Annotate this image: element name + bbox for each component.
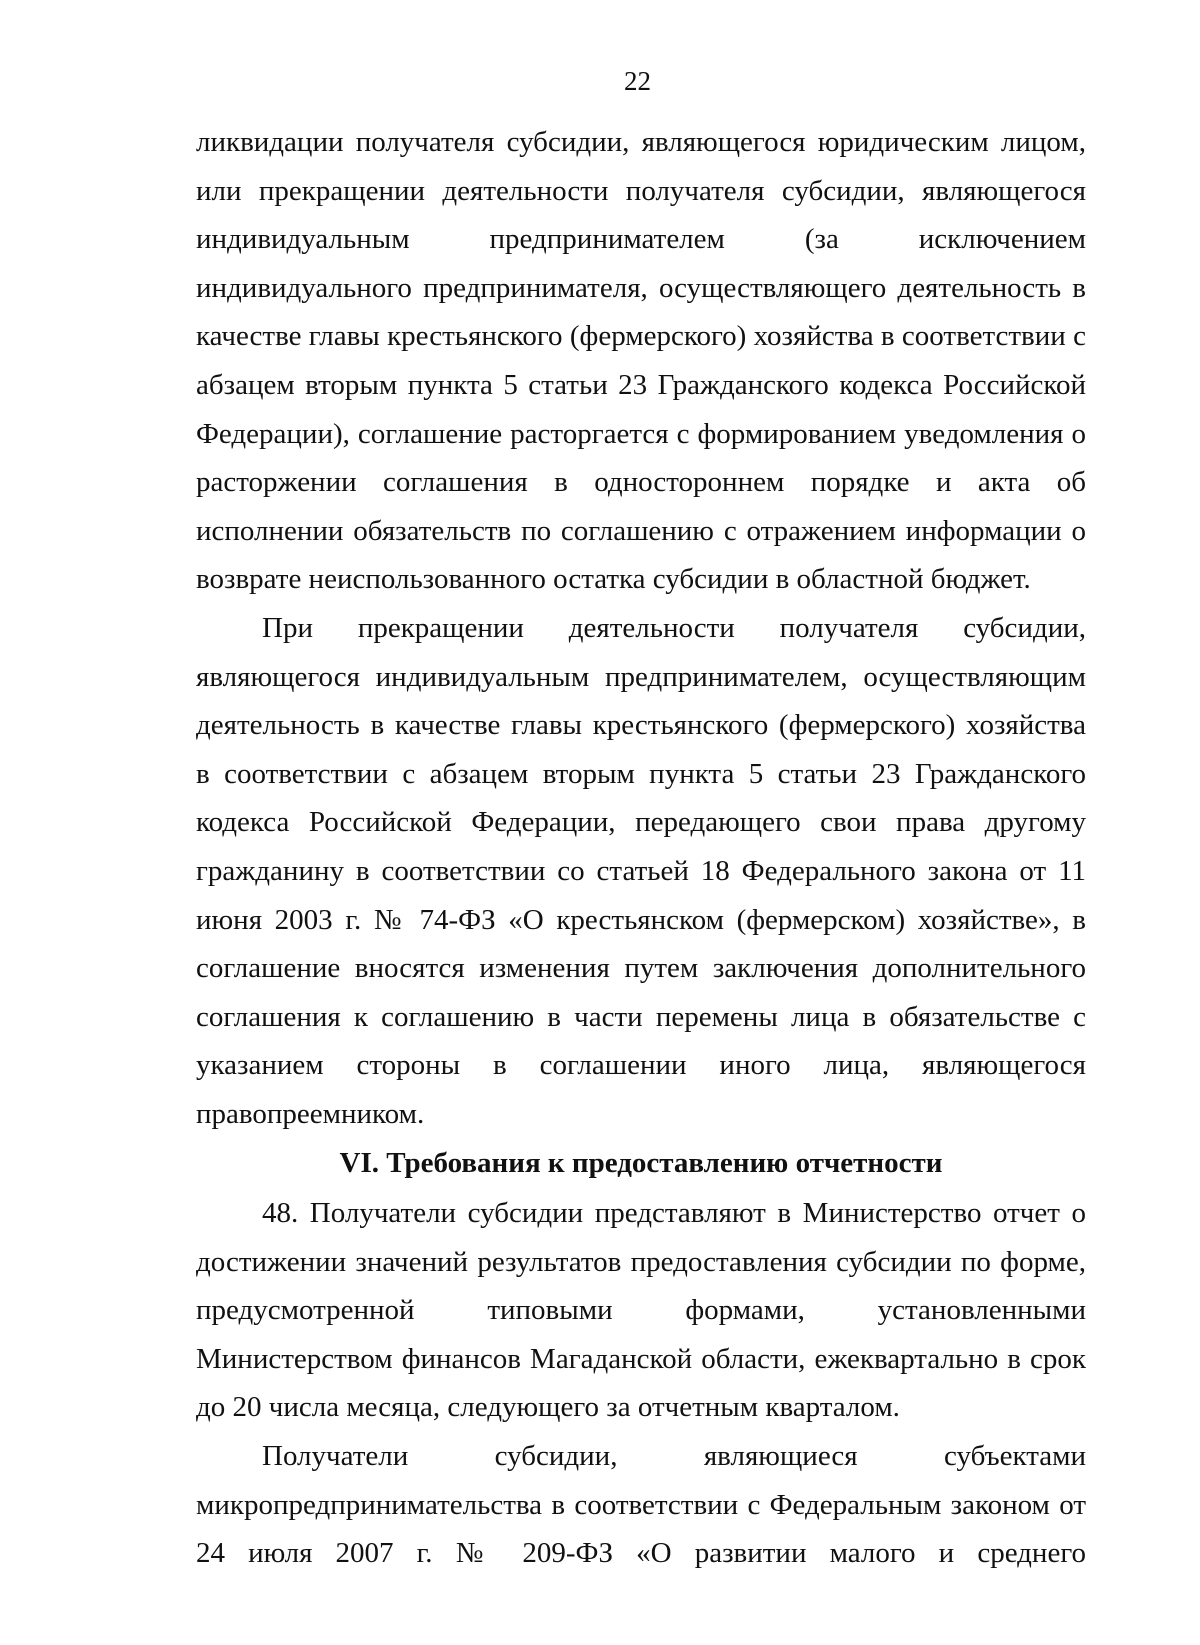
paragraph-termination-of-activity: При прекращении деятельности получателя субсидии, являющегося индивидуальным предпринимателем, осуществляющим деятельность в качестве главы крестьянского (фермерского) хозяйства в соответствии с абзацем вторым пункта 5 статьи 23 Гражданского кодекса Российской Федерации, передающего свои права другому гражданину в соответствии со статьей 18 Федерального закона от 11 июня 2003 г. № 74-ФЗ «О крестьянском (фермерском) хозяйстве», в соглашение вносятся изменения путем заключения дополнительного соглашения к соглашению в части перемены лица в обязательстве с указанием стороны в соглашении иного лица, являющегося правопреемником. [196, 611, 1086, 1130]
paragraph-liquidation: ликвидации получателя субсидии, являющегося юридическим лицом, или прекращении деятельности получателя субсидии, являющегося индивидуальным предпринимателем (за исключением индивидуального предпринимателя, осуществляющего деятельность в качестве главы крестьянского (фермерского) хозяйства в соответствии с абзацем вторым пункта 5 статьи 23 Гражданского кодекса Российской Федерации), соглашение расторгается с формированием уведомления о расторжении соглашения в одностороннем порядке и акта об исполнении обязательств по соглашению с отражением информации о возврате неиспользованного остатка субсидии в областной бюджет. [196, 126, 1086, 596]
document-body [196, 118, 1086, 1578]
paragraph-microenterprise: Получатели субсидии, являющиеся субъектами микропредпринимательства в соответствии с Федеральным законом от 24 июля 2007 г. № 209-ФЗ «О развитии малого и среднего [196, 1440, 1086, 1570]
paragraph-48-report: 48. Получатели субсидии представляют в Министерство отчет о достижении значений результатов предоставления субсидии по форме, предусмотренной типовыми формами, установленными Министерством финансов Магаданской области, ежеквартально в срок до 20 числа месяца, следующего за отчетным кварталом. [196, 1197, 1086, 1424]
section-heading-reporting: VI. Требования к предоставлению отчетности [339, 1147, 943, 1180]
page-number: 22 [624, 66, 651, 96]
